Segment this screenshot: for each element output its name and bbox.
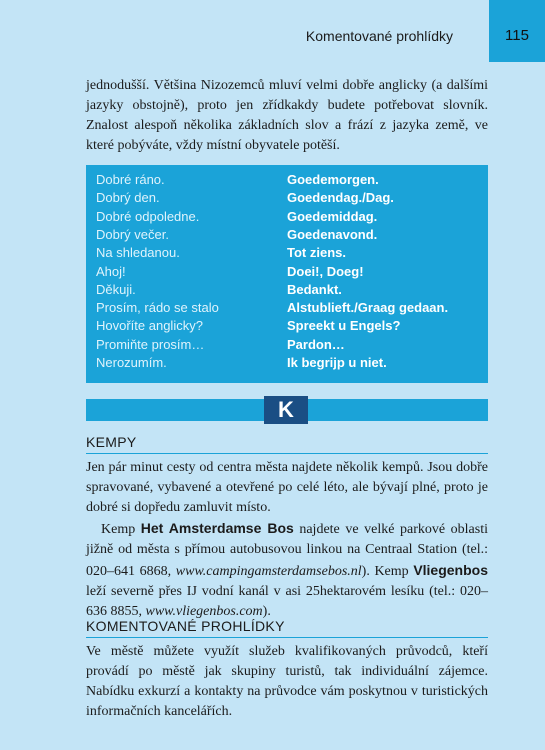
kempy-paragraph-2 bbox=[86, 518, 488, 622]
phrase-row bbox=[96, 281, 480, 299]
phrase-row bbox=[96, 171, 480, 189]
phrase-row bbox=[96, 299, 480, 317]
camp-name-vliegenbos: Vliegenbos bbox=[413, 562, 488, 578]
phrase-dutch: Ik begrijp u niet. bbox=[287, 355, 387, 370]
page-number-tab bbox=[489, 0, 545, 62]
phrase-czech: Dobrý večer. bbox=[96, 226, 169, 242]
phrase-czech: Prosím, rádo se stalo bbox=[96, 300, 219, 316]
text-run: najdete ve velké parkové oblasti jižně od města s přímou autobusovou linkou na Centraal Station (tel.: 020–641 6868, bbox=[86, 522, 488, 579]
text-run: ). bbox=[262, 604, 271, 619]
phrase-row bbox=[96, 244, 480, 262]
phrase-row bbox=[96, 226, 480, 244]
section-heading-tours: KOMENTOVANÉ PROHLÍDKY bbox=[86, 618, 488, 638]
phrase-row bbox=[96, 354, 480, 372]
text-run: leží severně přes IJ vodní kanál v asi 25hektarovém lesíku (tel.: 020–636 8855, bbox=[86, 584, 488, 619]
phrase-dutch: Goedemiddag. bbox=[287, 208, 378, 224]
camp-website-link[interactable]: www.vliegenbos.com bbox=[145, 604, 263, 619]
section-heading-kempy: KEMPY bbox=[86, 434, 488, 454]
phrase-czech: Ahoj! bbox=[96, 263, 126, 279]
phrase-dutch: Goedemorgen. bbox=[287, 172, 379, 187]
chapter-title: Komentované prohlídky bbox=[305, 28, 453, 44]
phrase-dutch: Bedankt. bbox=[287, 281, 342, 297]
letter-badge: K bbox=[264, 396, 308, 424]
phrase-row bbox=[96, 336, 480, 354]
phrase-dutch: Spreekt u Engels? bbox=[287, 318, 401, 334]
phrase-czech: Dobré ráno. bbox=[96, 172, 165, 187]
phrase-czech: Dobré odpoledne. bbox=[96, 208, 200, 224]
phrase-czech: Promiňte prosím… bbox=[96, 336, 205, 352]
phrase-row bbox=[96, 263, 480, 281]
phrase-czech: Nerozumím. bbox=[96, 355, 167, 370]
kempy-paragraph-1: Jen pár minut cesty od centra města najdete několik kempů. Jsou dobře spravované, vybavené a otevřené po celé léto, ale bývají plné, proto je dobré si dopředu zamluvit místo. bbox=[86, 460, 488, 515]
phrase-czech: Na shledanou. bbox=[96, 245, 180, 261]
page-number: 115 bbox=[505, 27, 529, 44]
phrase-dutch: Goedenavond. bbox=[287, 226, 378, 242]
camp-name-het-amsterdamse-bos: Het Amsterdamse Bos bbox=[140, 520, 294, 536]
phrase-czech: Hovoříte anglicky? bbox=[96, 318, 203, 334]
phrase-row bbox=[96, 317, 480, 335]
phrase-czech: Dobrý den. bbox=[96, 190, 160, 206]
text-run: ). Kemp bbox=[361, 564, 414, 579]
tours-paragraph: Ve městě můžete využít služeb kvalifikovaných průvodců, kteří provádí po městě jak skupiny turistů, tak individuální zájemce. Nabídku exkurzí a kontakty na průvodce vám poskytnou v turistických informačních kancelářích. bbox=[86, 644, 488, 719]
intro-paragraph: jednodušší. Většina Nizozemců mluví velmi dobře anglicky (a dalšími jazyky obstojně), proto jen zřídkakdy budete potřebovat slovník. Znalost alespoň několika základních slov a frází z jazyka země, ve které pobýváte, vždy místní obyvatele potěší. bbox=[86, 78, 488, 153]
camp-website-link[interactable]: www.campingamsterdamsebos.nl bbox=[175, 564, 362, 579]
phrase-dutch: Goedendag./Dag. bbox=[287, 190, 394, 206]
phrase-dutch: Tot ziens. bbox=[287, 245, 346, 261]
phrase-dutch: Pardon… bbox=[287, 336, 345, 352]
phrase-czech: Děkuji. bbox=[96, 281, 136, 297]
phrase-dutch: Alstublieft./Graag gedaan. bbox=[287, 300, 449, 316]
phrase-row bbox=[96, 208, 480, 226]
phrase-dutch: Doei!, Doeg! bbox=[287, 263, 364, 279]
text-run: Kemp bbox=[101, 522, 141, 537]
phrase-row bbox=[96, 189, 480, 207]
phrase-table bbox=[86, 165, 488, 383]
